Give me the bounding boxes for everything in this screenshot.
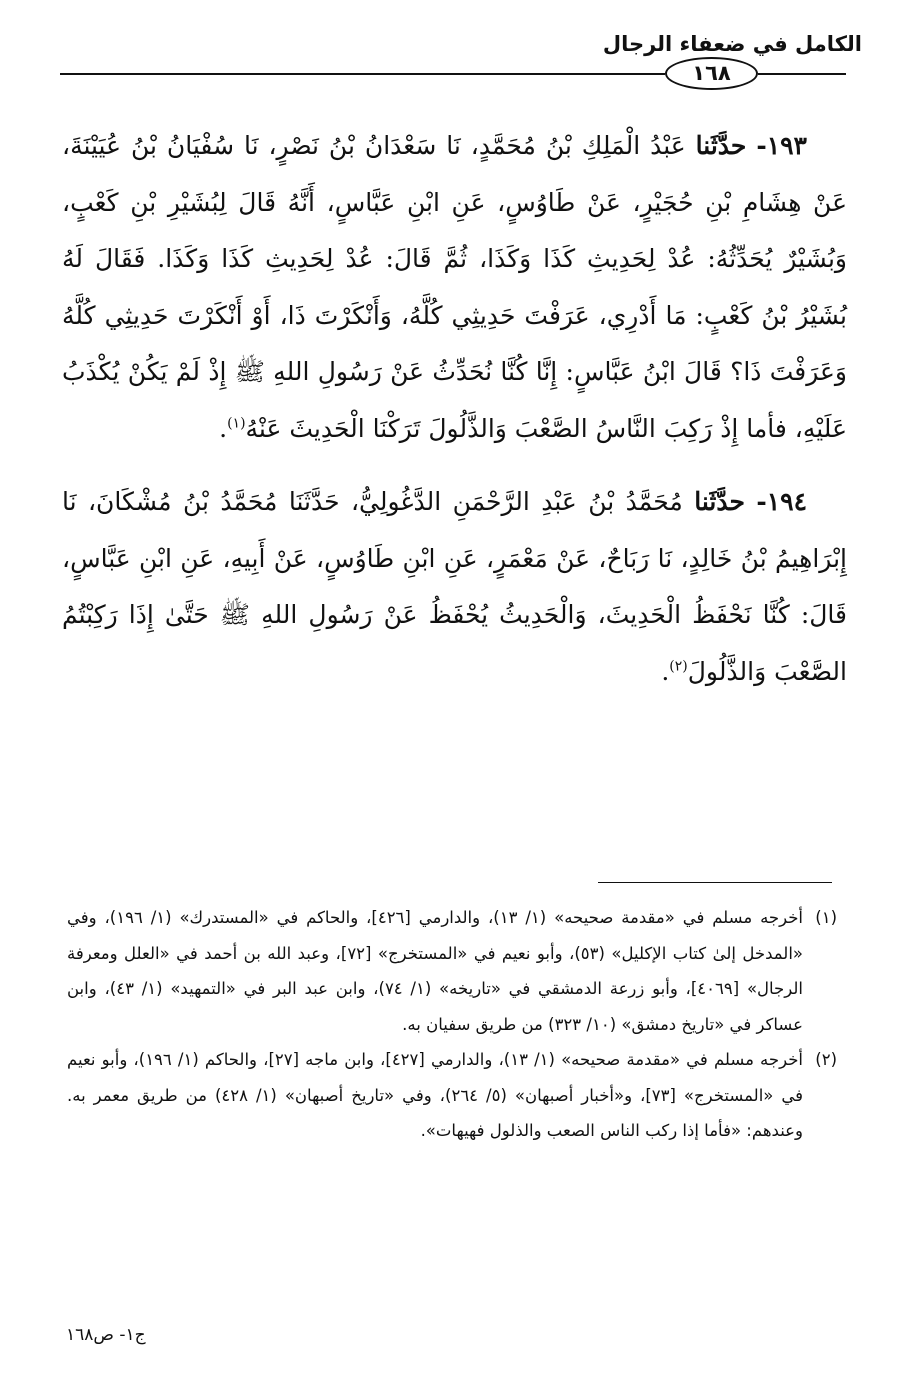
footnote-1 — [67, 900, 837, 1042]
footnote-ref: (١) — [227, 415, 246, 432]
hadith-lead-word: حدَّثَنا — [694, 487, 745, 516]
footnote-separator — [598, 882, 832, 883]
footnote-ref: (٢) — [669, 658, 688, 675]
footnote-text: أخرجه مسلم في «مقدمة صحيحه» (١/ ١٣)، والدارمي [٤٢٧]، وابن ماجه [٢٧]، والحاكم (١/ ١٩٦)، وأبو نعيم في «المستخرج» [٧٣]، و«أخبار أصبهان» (٥/ ٢٦٤)، وفي «تاريخ أصبهان» (١/ ٤٢٨) من طريق معمر به. وعندهم: «فأما إذا ركب الناس الصعب والذلول فهيهات». — [67, 1050, 803, 1140]
footnote-text: أخرجه مسلم في «مقدمة صحيحه» (١/ ١٣)، والدارمي [٤٢٦]، والحاكم في «المستدرك» (١/ ١٩٦)، وفي «المدخل إلىٰ كتاب الإكليل» (٥٣)، وأبو نعيم في «المستخرج» [٧٢]، وعبد الله بن أحمد في «العلل ومعرفة الرجال» [٤٠٦٩]، وأبو زرعة الدمشقي في «تاريخه» (١/ ٧٤)، وابن عبد البر في «التمهيد» (١/ ٤٣)، وابن عساكر في «تاريخ دمشق» (١٠/ ٣٢٣) من طريق سفيان به. — [67, 908, 803, 1034]
header-rule — [60, 73, 665, 75]
main-text — [62, 118, 847, 700]
hadith-number: ١٩٤- — [756, 487, 808, 516]
hadith-text: مُحَمَّدُ بْنُ عَبْدِ الرَّحْمَنِ الدَّغُولِيُّ، حَدَّثَنَا مُحَمَّدُ بْنُ مُشْكَانَ، نَا إِبْرَاهِيمُ بْنُ خَالِدٍ، نَا رَبَاحٌ، عَنْ مَعْمَرٍ، عَنِ ابْنِ طَاوُسٍ، عَنْ أَبِيهِ، عَنِ ابْنِ عَبَّاسٍ، قَالَ: كُنَّا نَحْفَظُ الْحَدِيثَ، وَالْحَدِيثُ يُحْفَظُ عَنْ رَسُولِ اللهِ ﷺ حَتَّىٰ إِذَا رَكِبْتُمُ الصَّعْبَ وَالذَّلُولَ — [62, 487, 847, 686]
footnote-2 — [67, 1042, 837, 1149]
hadith-194 — [62, 474, 847, 700]
hadith-text: عَبْدُ الْمَلِكِ بْنُ مُحَمَّدٍ، نَا سَعْدَانُ بْنُ نَصْرٍ، نَا سُفْيَانُ بْنُ عُيَيْنَةَ، عَنْ هِشَامِ بْنِ حُجَيْرٍ، عَنْ طَاوُسٍ، عَنِ ابْنِ عَبَّاسٍ، أَنَّهُ قَالَ لِبُشَيْرِ بْنِ كَعْبٍ، وَبُشَيْرٌ يُحَدِّثُهُ: عُدْ لِحَدِيثِ كَذَا وَكَذَا، ثُمَّ قَالَ: عُدْ لِحَدِيثِ كَذَا وَكَذَا. فَقَالَ لَهُ بُشَيْرُ بْنُ كَعْبٍ: مَا أَدْرِي، عَرَفْتَ حَدِيثِي كُلَّهُ، وَأَنْكَرْتَ ذَا، أَوْ أَنْكَرْتَ حَدِيثِي كُلَّهُ وَعَرَفْتَ ذَا؟ قَالَ ابْنُ عَبَّاسٍ: إِنَّا كُنَّا نُحَدِّثُ عَنْ رَسُولِ اللهِ ﷺ إِذْ لَمْ يَكُنْ يُكْذَبُ عَلَيْهِ، فأما إِذْ رَكِبَ النَّاسُ الصَّعْبَ وَالذَّلُولَ تَرَكْنَا الْحَدِيثَ عَنْهُ — [62, 131, 847, 443]
book-title: الكامل في ضعفاء الرجال — [602, 32, 862, 56]
hadith-end-mark: . — [219, 413, 228, 443]
page-reference: ج١- ص١٦٨ — [66, 1325, 146, 1345]
footnotes — [67, 900, 837, 1149]
hadith-lead-word: حدَّثَنا — [695, 131, 747, 160]
hadith-193 — [62, 118, 847, 457]
header-rule-right — [758, 73, 846, 75]
page-number-badge: ١٦٨ — [665, 57, 758, 90]
footnote-marker: (٢) — [815, 1050, 837, 1069]
hadith-number: ١٩٣- — [756, 131, 807, 160]
footnote-marker: (١) — [815, 908, 837, 927]
hadith-end-mark: . — [661, 656, 670, 686]
